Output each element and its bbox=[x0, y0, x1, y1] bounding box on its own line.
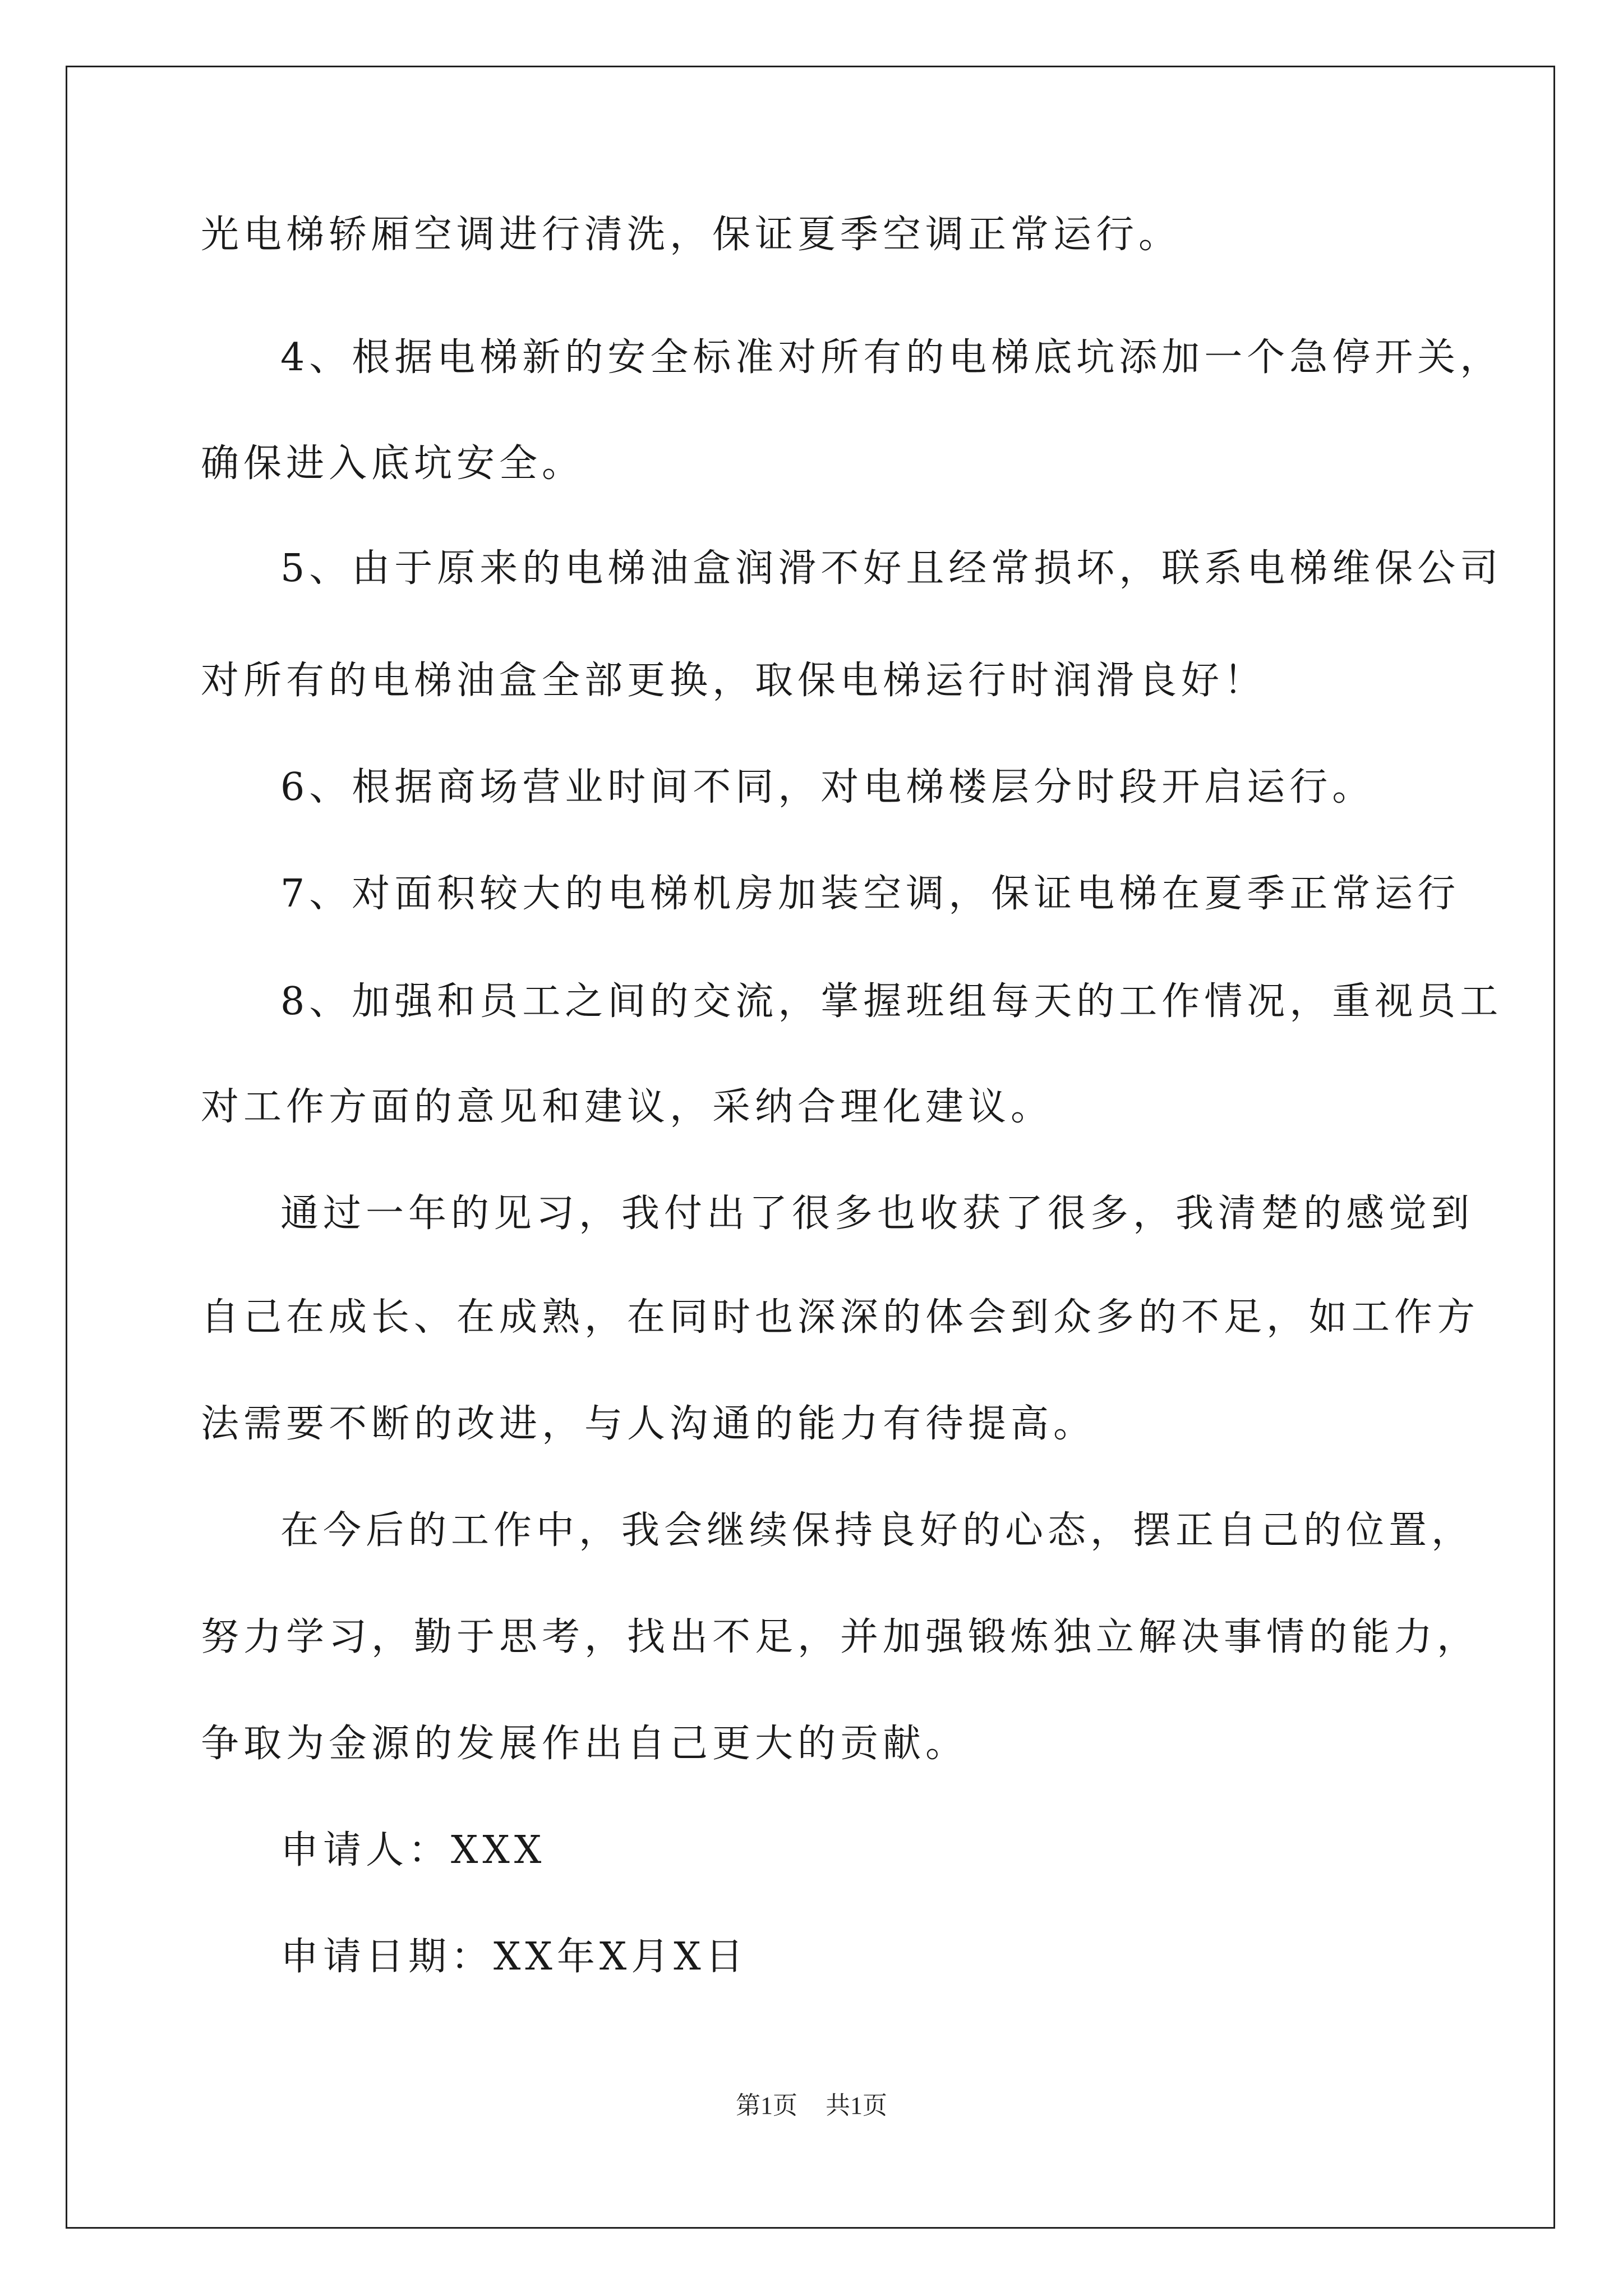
applicant-line: 申请人：XXX bbox=[280, 1828, 546, 1872]
application-date-line: 申请日期：XX年X月X日 bbox=[280, 1935, 748, 1979]
body-line: 5、由于原来的电梯油盒润滑不好且经常损坏，联系电梯维保公司 bbox=[280, 546, 1503, 591]
body-line: 通过一年的见习，我付出了很多也收获了很多，我清楚的感觉到 bbox=[280, 1191, 1474, 1236]
page-footer bbox=[0, 2093, 1623, 2118]
body-line: 4、根据电梯新的安全标准对所有的电梯底坑添加一个急停开关， bbox=[280, 335, 1503, 380]
body-line: 对所有的电梯油盒全部更换，取保电梯运行时润滑良好！ bbox=[201, 659, 1267, 703]
body-line: 对工作方面的意见和建议，采纳合理化建议。 bbox=[201, 1085, 1054, 1129]
body-line: 6、根据商场营业时间不同，对电梯楼层分时段开启运行。 bbox=[280, 765, 1375, 809]
body-line: 光电梯轿厢空调进行清洗，保证夏季空调正常运行。 bbox=[201, 213, 1182, 257]
body-line: 确保进入底坑安全。 bbox=[201, 441, 585, 486]
body-line: 自己在成长、在成熟，在同时也深深的体会到众多的不足，如工作方 bbox=[201, 1295, 1480, 1340]
page-number: 第1页 bbox=[736, 2092, 797, 2119]
page-total: 共1页 bbox=[826, 2092, 887, 2119]
body-line: 在今后的工作中，我会继续保持良好的心态，摆正自己的位置， bbox=[280, 1508, 1474, 1553]
body-line: 法需要不断的改进，与人沟通的能力有待提高。 bbox=[201, 1402, 1096, 1446]
body-line: 努力学习，勤于思考，找出不足，并加强锻炼独立解决事情的能力， bbox=[201, 1615, 1480, 1659]
body-line: 7、对面积较大的电梯机房加装空调，保证电梯在夏季正常运行 bbox=[280, 872, 1460, 916]
page-border bbox=[66, 66, 1555, 2229]
body-line: 争取为金源的发展作出自己更大的贡献。 bbox=[201, 1722, 969, 1766]
body-line: 8、加强和员工之间的交流，掌握班组每天的工作情况，重视员工 bbox=[280, 979, 1503, 1024]
